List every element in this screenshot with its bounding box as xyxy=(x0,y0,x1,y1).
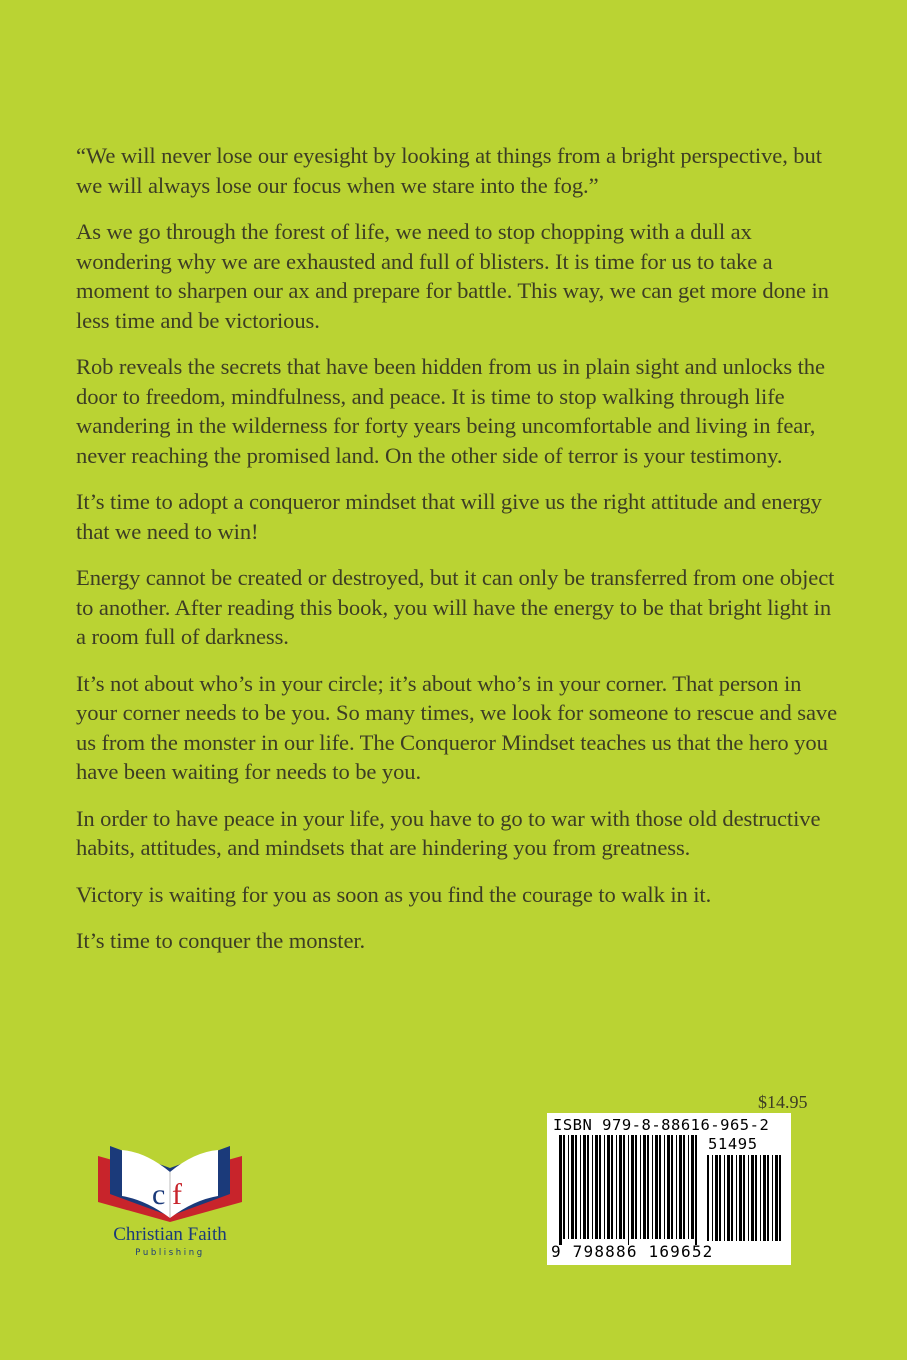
addon-barcode-bar xyxy=(763,1155,766,1241)
barcode-bar xyxy=(583,1135,586,1239)
addon-barcode-bar xyxy=(731,1155,733,1241)
addon-barcode-bar xyxy=(712,1155,713,1241)
barcode-bar xyxy=(592,1135,593,1239)
isbn-text: ISBN 979-8-88616-965-2 xyxy=(553,1116,770,1134)
publisher-name: Christian Faith xyxy=(113,1224,227,1245)
blurb-paragraph: It’s time to adopt a conqueror mindset that will give us the right attitude and energy that we need to win! xyxy=(76,489,822,544)
back-cover-blurb xyxy=(76,141,846,973)
barcode-bar xyxy=(619,1135,622,1239)
addon-barcode-bar xyxy=(715,1155,718,1241)
price-code: 51495 xyxy=(708,1135,758,1153)
barcode-bar xyxy=(587,1135,589,1239)
addon-barcode-bar xyxy=(724,1155,725,1241)
barcode-bar xyxy=(664,1135,665,1239)
barcode-bar xyxy=(671,1135,673,1239)
logo-initial-c: c xyxy=(152,1178,166,1211)
barcode-bar xyxy=(695,1135,697,1245)
addon-barcode-bar xyxy=(772,1155,773,1241)
addon-barcode-bar xyxy=(736,1155,737,1241)
addon-barcode-bar xyxy=(748,1155,749,1241)
barcode-bar xyxy=(571,1135,574,1239)
barcode-bar xyxy=(607,1135,610,1239)
barcode-bar xyxy=(631,1135,634,1239)
addon-barcode-bar xyxy=(719,1155,721,1241)
barcode-bar xyxy=(640,1135,641,1239)
barcode-bar xyxy=(676,1135,677,1239)
addon-barcode-bar xyxy=(739,1155,742,1241)
barcode-bar xyxy=(652,1135,653,1239)
blurb-paragraph: Victory is waiting for you as soon as you find the courage to walk in it. xyxy=(76,881,712,907)
logo-initial-f: f xyxy=(172,1178,182,1211)
publisher-subtitle: Publishing xyxy=(135,1248,205,1258)
barcode-bar xyxy=(580,1135,581,1239)
barcode-bar xyxy=(599,1135,601,1239)
blurb-paragraph: Rob reveals the secrets that have been hidden from us in plain sight and unlocks the door to freedom, mindfulness, and peace. It is time to stop walking through life wandering in the wilderness for forty years being uncomfortable and living in fear, never reaching the promised land. On the other side of terror is your testimony. xyxy=(76,354,825,468)
blurb-paragraph-closing: It’s time to conquer the monster. xyxy=(76,928,366,953)
isbn-barcode xyxy=(547,1113,791,1265)
ean-digits: 9 798886 169652 xyxy=(551,1242,714,1261)
blurb-paragraph-quote: “We will never lose our eyesight by looking at things from a bright perspective, but we will always lose our focus when we stare into the fog.” xyxy=(76,143,822,198)
publisher-logo xyxy=(90,1136,250,1271)
barcode-bar xyxy=(623,1135,625,1239)
addon-barcode-bar xyxy=(760,1155,761,1241)
barcode-bar xyxy=(568,1135,569,1239)
barcode-bar xyxy=(604,1135,605,1239)
barcode-bar xyxy=(679,1135,682,1239)
barcode-bar xyxy=(643,1135,646,1239)
barcode-bar xyxy=(635,1135,637,1239)
blurb-paragraph: Energy cannot be created or destroyed, but it can only be transferred from one object to another. After reading this book, you will have the energy to be that bright light in a room full of darkness. xyxy=(76,565,835,649)
barcode-bar xyxy=(559,1135,562,1245)
addon-barcode-bar xyxy=(743,1155,745,1241)
addon-barcode-bar xyxy=(779,1155,781,1241)
addon-barcode-bar xyxy=(775,1155,778,1241)
barcode-bar xyxy=(667,1135,670,1239)
blurb-paragraph: It’s not about who’s in your circle; it’s about who’s in your corner. That person in your corner needs to be you. So many times, we look for someone to rescue and save us from the monster in our life. The Conqueror Mindset teaches us that the hero you have been waiting for needs to be you. xyxy=(76,670,838,784)
barcode-bar xyxy=(659,1135,661,1239)
barcode-bar xyxy=(611,1135,613,1239)
barcode-bar xyxy=(683,1135,685,1239)
barcode-bar xyxy=(647,1135,649,1239)
barcode-bar xyxy=(595,1135,598,1239)
barcode-bar xyxy=(628,1135,629,1245)
barcode-bar xyxy=(655,1135,658,1239)
barcode-bar xyxy=(575,1135,577,1239)
barcode-bar xyxy=(616,1135,617,1239)
addon-barcode-bar xyxy=(755,1155,757,1241)
blurb-paragraph: As we go through the forest of life, we need to stop chopping with a dull ax wondering why we are exhausted and full of blisters. It is time for us to take a moment to sharpen our ax and prepare for battle. This way, we can get more done in less time and be victorious. xyxy=(76,219,829,333)
barcode-bar xyxy=(688,1135,689,1239)
addon-barcode-bar xyxy=(751,1155,754,1241)
blurb-paragraph: In order to have peace in your life, you have to go to war with those old destructive habits, attitudes, and mindsets that are hindering you from greatness. xyxy=(76,805,821,860)
barcode-bar xyxy=(691,1135,694,1239)
book-logo-icon xyxy=(90,1136,250,1226)
addon-barcode-bar xyxy=(767,1155,769,1241)
addon-barcode-bar xyxy=(727,1155,730,1241)
addon-barcode-bar xyxy=(707,1155,709,1241)
price-label: $14.95 xyxy=(758,1092,808,1112)
barcode-bar xyxy=(563,1135,565,1239)
